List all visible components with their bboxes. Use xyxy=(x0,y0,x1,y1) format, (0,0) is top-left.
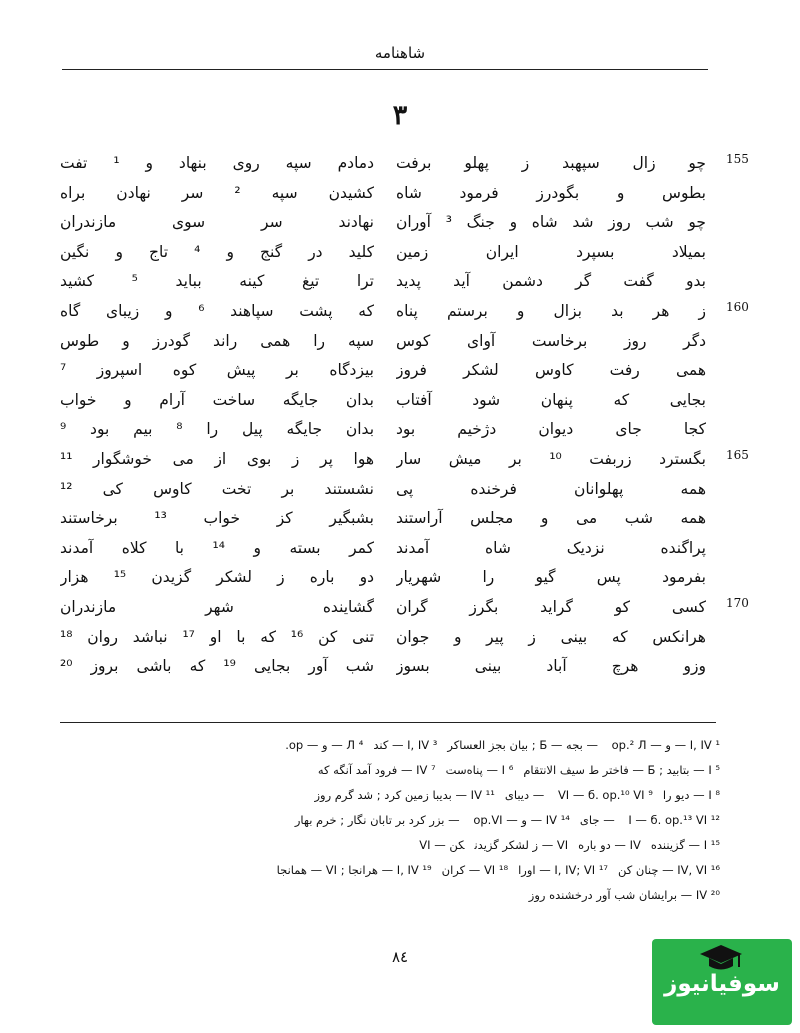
footnote-item: ⁶ I — پناه‌ست xyxy=(445,763,514,777)
verse-row xyxy=(0,268,800,298)
footnote-item: ³ I, IV — کند xyxy=(373,738,438,752)
line-number: 165 xyxy=(726,448,749,462)
footnote-item: کن — VI xyxy=(419,838,465,852)
footnote-item: ¹⁶ IV, VI — چنان کن xyxy=(618,863,720,877)
footnote-row xyxy=(60,863,720,888)
verse-row xyxy=(0,209,800,239)
footnote-item: ¹² I — б. op. xyxy=(628,813,720,827)
hemistich-right: چو شب روز شد شاه و جنگ ³ آوران xyxy=(396,213,706,232)
footnote-item: ⁵ I — بتابید ; Б — فاختر ط سیف الانتقام xyxy=(523,763,720,777)
footnote-row xyxy=(60,838,720,863)
verse-row xyxy=(0,653,800,683)
verse-row xyxy=(0,357,800,387)
footnote-item: ¹ I, IV — و — op. xyxy=(611,738,720,752)
footnote-item: ⁸ I — دیو را xyxy=(662,788,720,802)
hemistich-right: ز هر بد بزال و برستم پناه xyxy=(396,302,706,320)
footnote-item: ⁷ IV — فرود آمد آنگه که xyxy=(317,763,436,777)
hemistich-right: همه شب می و مجلس آراستند xyxy=(396,509,706,528)
graduation-cap-icon xyxy=(699,943,743,973)
hemistich-right: وزو هرچ آباد بینی بسوز xyxy=(396,657,706,676)
verse-row xyxy=(0,564,800,594)
verse-row xyxy=(0,328,800,358)
footnote-row xyxy=(60,788,720,813)
verse-row xyxy=(0,180,800,210)
hemistich-left: کلید در گنج و ⁴ تاج و نگین xyxy=(60,242,374,261)
hemistich-right: بدو گفت گر دشمن آید پدید xyxy=(396,272,706,291)
hemistich-left: بشبگیر کز خواب ¹³ برخاستند xyxy=(60,509,374,528)
footnote-item: ¹⁴ IV — و — op. xyxy=(473,813,570,827)
hemistich-right: چو زال سپهبد ز پهلو برفت xyxy=(396,154,706,172)
hemistich-right: پراگنده نزدیک شاه آمدند xyxy=(396,538,706,557)
verse-row xyxy=(0,416,800,446)
footnote-item: ¹⁸ VI — کران xyxy=(441,863,509,877)
verse-row xyxy=(0,298,800,328)
verse-row xyxy=(0,505,800,535)
hemistich-left: بیزدگاه بر پیش کوه اسپروز ⁷ xyxy=(60,361,374,380)
hemistich-left: نشستند بر تخت کاوس کی ¹² xyxy=(60,479,374,498)
line-number: 160 xyxy=(726,300,749,314)
hemistich-right: همی رفت کاوس لشکر فروز xyxy=(396,361,706,380)
hemistich-right: دگر روز برخاست آوای کوس xyxy=(396,331,706,350)
footnote-item: ⁴ Л — و — op. xyxy=(285,738,364,752)
hemistich-left: نهادند سر سوی مازندران xyxy=(60,213,374,232)
footnote-item: ¹⁰ VI — دیبای xyxy=(504,788,645,802)
hemistich-right: کجا جای دیوان دژخیم بود xyxy=(396,420,706,439)
hemistich-left: هوا پر ز بوی از می خوشگوار ¹¹ xyxy=(60,450,374,468)
hemistich-right: بمیلاد بسپرد ایران زمین xyxy=(396,242,706,261)
footnote-item: ²⁰ IV — برایشان شب آور درخشنده روز xyxy=(528,888,720,902)
line-number: 170 xyxy=(726,596,749,610)
verse-row xyxy=(0,446,800,476)
footnotes xyxy=(60,738,720,913)
footnote-row xyxy=(60,888,720,913)
verse-row xyxy=(0,150,800,180)
hemistich-left: گشاینده شهر مازندران xyxy=(60,598,374,616)
hemistich-left: کشیدن سپه ² سر نهادن براه xyxy=(60,183,374,202)
hemistich-left: بدان جایگه پیل را ⁸ بیم بود ⁹ xyxy=(60,420,374,439)
header-rule xyxy=(62,69,708,70)
footnote-row xyxy=(60,763,720,788)
verse-row xyxy=(0,535,800,565)
hemistich-left: تنی کن ¹⁶ که با او ¹⁷ نباشد روان ¹⁸ xyxy=(60,627,374,646)
watermark-text: سوفیانیوز xyxy=(664,971,780,997)
footnote-item: ⁹ VI — б. op. xyxy=(557,788,653,802)
hemistich-left: شب آور بجایی ¹⁹ که باشی بروز ²⁰ xyxy=(60,657,374,676)
watermark-logo xyxy=(652,939,792,1025)
footnote-item: VI — بزر کرد بر تابان نگار ; خرم بهار xyxy=(294,813,503,827)
hemistich-left: کمر بسته و ¹⁴ با کلاه آمدند xyxy=(60,538,374,557)
hemistich-left: سپه را همی راند گودرز و طوس xyxy=(60,331,374,350)
line-number: 155 xyxy=(726,152,749,166)
hemistich-left: که پشت سپاهند ⁶ و زیبای گاه xyxy=(60,302,374,320)
hemistich-right: هرانکس که بینی ز پیر و جوان xyxy=(396,627,706,646)
verse-row xyxy=(0,239,800,269)
hemistich-right: همه پهلوانان فرخنده پی xyxy=(396,479,706,498)
hemistich-left: دمادم سپه روی بنهاد و ¹ تفت xyxy=(60,154,374,172)
hemistich-right: بطوس و بگودرز فرمود شاه xyxy=(396,183,706,202)
hemistich-right: کسی کو گراید بگرز گران xyxy=(396,598,706,616)
verse-row xyxy=(0,387,800,417)
hemistich-left: دو باره ز لشکر گزیدن ¹⁵ هزار xyxy=(60,568,374,587)
footnote-item: ¹⁹ I, IV — هرانجا ; VI — همانجا xyxy=(276,863,432,877)
hemistich-right: بجایی که پنهان شود آفتاب xyxy=(396,390,706,409)
hemistich-left: بدان جایگه ساخت آرام و خواب xyxy=(60,390,374,409)
hemistich-right: بفرمود پس گیو را شهریار xyxy=(396,568,706,587)
footnote-item: ¹⁵ I — گزیننده xyxy=(650,838,720,852)
footnote-item: ¹³ VI — جای xyxy=(579,813,708,827)
verse-row xyxy=(0,594,800,624)
footnote-row xyxy=(60,738,720,763)
footnote-item: ¹¹ IV — بدیبا زمین کرد ; شد گرم روز xyxy=(314,788,495,802)
footnote-item: VI — ز لشکر گزیدن xyxy=(474,838,569,852)
hemistich-right: بگسترد زربفت ¹⁰ بر میش سار xyxy=(396,450,706,468)
footnote-item: ² Л — بجه — Б ; بیان بجز العساکر xyxy=(447,738,647,752)
footnote-item: IV — دو باره xyxy=(578,838,641,852)
section-number: ٣ xyxy=(392,100,408,131)
footnote-row xyxy=(60,813,720,838)
footnote-rule xyxy=(60,722,716,723)
footnote-item: ¹⁷ I, IV; VI — اورا xyxy=(518,863,609,877)
hemistich-left: ترا تیغ کینه بباید ⁵ کشید xyxy=(60,272,374,291)
header-title: شاهنامه xyxy=(374,44,426,62)
verse-row xyxy=(0,476,800,506)
verse-row xyxy=(0,624,800,654)
page-number: ٨٤ xyxy=(391,948,409,966)
